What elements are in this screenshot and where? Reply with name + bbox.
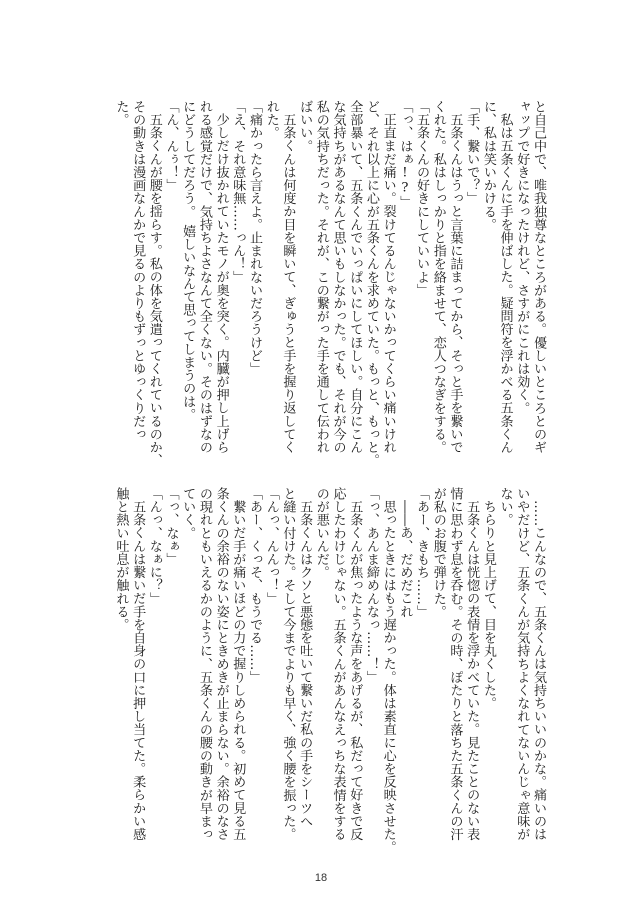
page-number: 18 — [314, 872, 328, 884]
text-line: 正直まだ痛い。裂けてるんじゃないかってくらい痛いけれ — [380, 113, 396, 454]
text-line: 「っ、なぁ」 — [163, 487, 179, 566]
text-line: 情に思わず息を呑む。その時、ぽたりと落ちた五条くんの汗 — [447, 487, 463, 841]
text-line: た。 — [113, 100, 129, 127]
text-line: ャップで好きになったけれど、さすがにこれは効く。 — [514, 100, 530, 415]
text-line: 五条くんが腰を揺らす。私の体を気遣ってくれているのか、 — [146, 113, 162, 467]
text-line: 「ん、んぅ！」 — [163, 100, 179, 192]
text-line: のが悪いんだ。 — [313, 487, 329, 579]
text-line: ていく。 — [180, 487, 196, 540]
text-line: 応したわけじゃない。五条くんがあんなえっちな表情をする — [330, 487, 346, 841]
text-line: 「あー、くっそ、もうでる……」 — [247, 487, 263, 684]
text-line: 五条くんが焦ったような声をあげるが、私だって好きで反 — [347, 500, 363, 841]
text-line: 思ったときにはもう遅かった。体は素直に心を反映させた。 — [380, 500, 396, 854]
text-line: の現れともいえるかのように、五条くんの腰の動きが早まっ — [196, 487, 212, 841]
text-line: 私は五条くんに手を伸ばした。疑問符を浮かべる五条くん — [497, 113, 513, 454]
text-line: 「んっ、なぁに？」 — [146, 487, 162, 605]
text-line: その動きは漫画なんかで見るのよりもずっとゆっくりだっ — [130, 100, 146, 441]
text-line: と自己中で、唯我独尊なところがある。優しいところとのギ — [531, 100, 546, 454]
text-line: な気持ちがあるなんて思いもしなかった。でも、それが今の — [330, 100, 346, 454]
text-line: 条くんの余裕のない姿にときめきが止まらない。余裕のなさ — [213, 487, 229, 841]
text-line: 五条くんはクソと悪態を吐いて繋いだ私の手をシーツへ — [297, 500, 313, 828]
text-line: 五条くんはうっと言葉に詰まってから、そっと手を繋いで — [447, 113, 463, 454]
text-line: ど、それ以上に心が五条くんを求めていた。もっと、もっと。 — [363, 100, 379, 467]
text-line: 「あー、きもち……」 — [414, 487, 430, 618]
text-line: 繋いだ手が痛いほどの力で握りしめられる。初めて見る五 — [230, 500, 246, 841]
text-line: 「っ、あんま締めんなっ……！」 — [363, 487, 379, 684]
text-line: れる感覚だけで、気持ちよさなんて全くない。そのはずなの — [196, 100, 212, 454]
text-line: に、私は笑いかける。 — [480, 100, 496, 231]
text-line: 「え、それ意味無……っん！」 — [230, 100, 246, 284]
text-line: 私の気持ちだった。それが、この繋がった手を通して伝われ — [313, 100, 329, 454]
text-line: 「っ、はぁ!?」 — [397, 100, 413, 209]
text-line: 五条くんは繋いだ手を自身の口に押し当てた。柔らかい感 — [130, 500, 146, 841]
text-line: 全部暴いて、五条くんでいっぱいにしてほしい。自分にこん — [347, 100, 363, 454]
text-line: いやだけど、五条くんが気持ちよくなれてないんじゃ意味が — [514, 487, 530, 841]
lower-text-block — [112, 487, 546, 854]
text-line: 五条くんは恍惚の表情を浮かべていた。見たことのない表 — [464, 500, 480, 841]
text-line: ちらりと見上げて、目を丸くした。 — [480, 500, 496, 710]
text-line: にどうしてだろう。 嬉しいなんて思ってしまうのは。 — [180, 100, 196, 421]
text-line: 「五条くんの好きにしていいよ」 — [414, 100, 430, 297]
text-line: ――あ、だめだこれ — [397, 500, 413, 618]
text-line: ……こんなので、五条くんは気持ちいいのかな。痛いのは — [531, 500, 546, 841]
text-line: れた。 — [263, 100, 279, 140]
text-line: 少しだけ抜かれていたモノが奥を突く。内臓が押し上げら — [213, 113, 229, 454]
text-line: 「んっ、んんっ！」 — [263, 487, 279, 605]
text-line: と縫い付けた。そして今までよりも早く、強く腰を振った。 — [280, 487, 296, 841]
text-line: が私のお腹で弾けた。 — [430, 487, 446, 618]
text-line: ばいい。 — [297, 100, 313, 153]
text-line: ない。 — [497, 487, 513, 527]
text-line: 触と熱い吐息が触れる。 — [113, 487, 129, 632]
text-line: 五条くんは何度か目を瞬いて、ぎゅうと手を握り返してく — [280, 113, 296, 454]
upper-text-block — [112, 100, 546, 467]
text-line: 「手、繋いで？」 — [464, 100, 480, 205]
text-line: くれた。私はしっかりと指を絡ませて、恋人つなぎをする。 — [430, 100, 446, 454]
text-line: 「痛かったら言えよ。止まれないだろうけど」 — [247, 100, 263, 376]
